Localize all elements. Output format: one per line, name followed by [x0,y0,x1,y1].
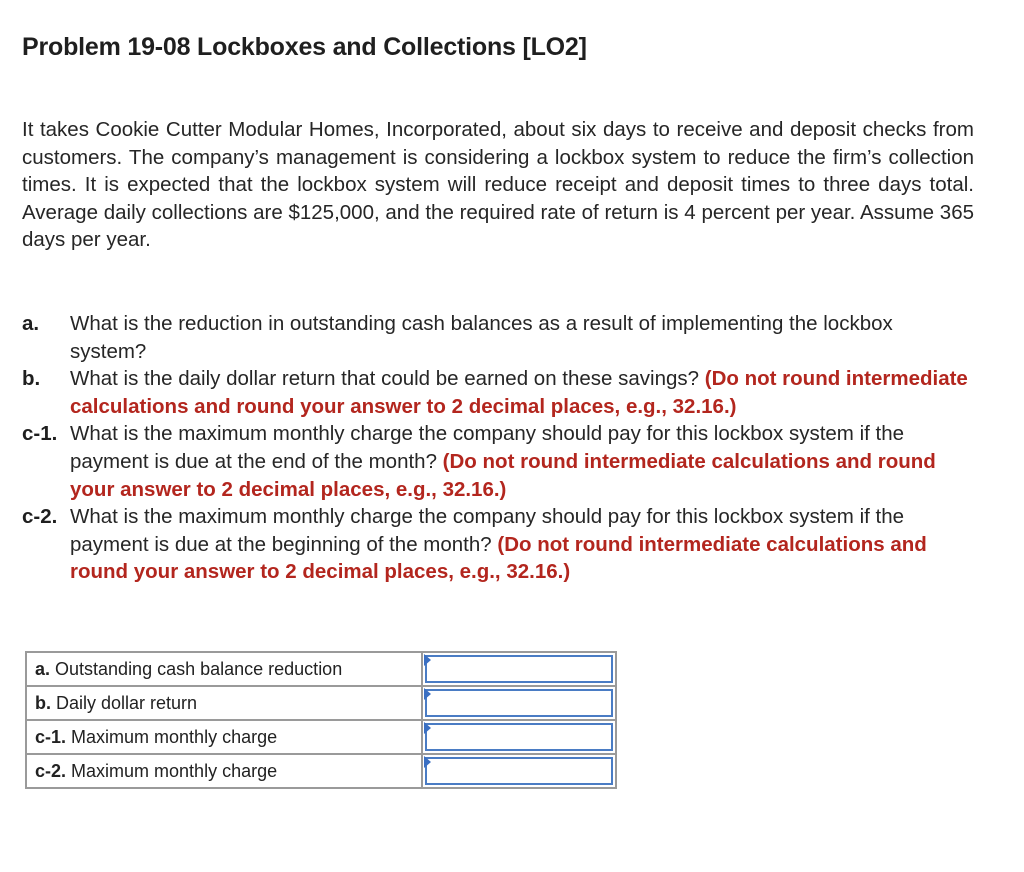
answer-cell [422,686,616,720]
question-text: What is the maximum monthly charge the company should pay for this lockbox system if the payment is due at the beginning of the month? [70,505,905,556]
answer-label-prefix: a. [35,658,51,679]
answer-input-box [425,689,613,717]
daily-dollar-return-input[interactable] [427,691,611,715]
answer-label [26,652,422,686]
answer-row-a [26,652,616,686]
flag-icon [424,756,431,768]
answer-table [25,651,617,789]
flag-icon [424,654,431,666]
rounding-instruction: (Do not round intermediate calculations and round your answer to 2 decimal places, e.g., 32.16.) [70,367,968,418]
question-list [22,310,974,586]
answer-row-c2 [26,754,616,788]
max-monthly-charge-beginning-input[interactable] [427,759,611,783]
question-c1 [22,420,974,503]
answer-label-text: Daily dollar return [51,692,198,713]
answer-cell [422,754,616,788]
question-c2 [22,503,974,586]
answer-label-text: Maximum monthly charge [66,726,278,747]
question-label: a. [22,312,40,335]
answer-input-box [425,723,613,751]
answer-label-text: Maximum monthly charge [66,760,278,781]
rounding-instruction: (Do not round intermediate calculations and round your answer to 2 decimal places, e.g., 32.16.) [70,449,936,501]
question-text: What is the daily dollar return that could be earned on these savings? [70,367,705,391]
answer-row-b [26,686,616,720]
answer-input-box [425,757,613,785]
rounding-instruction: (Do not round intermediate calculations and round your answer to 2 decimal places, e.g., 32.16.) [70,532,927,584]
answer-label-prefix: c-1. [35,726,67,747]
answer-label-prefix: c-2. [35,760,67,781]
answer-label [26,686,422,720]
answer-label-prefix: b. [35,692,51,713]
answer-label [26,720,422,754]
answer-cell [422,652,616,686]
question-label: b. [22,367,41,391]
answer-row-c1 [26,720,616,754]
answer-cell [422,720,616,754]
answer-input-box [425,655,613,683]
max-monthly-charge-end-input[interactable] [427,725,611,749]
question-b [22,365,974,420]
outstanding-cash-balance-reduction-input[interactable] [427,657,611,681]
question-text: What is the reduction in outstanding cash balances as a result of implementing the lockbox system? [70,312,893,363]
problem-title: Problem 19-08 Lockboxes and Collections [LO2] [22,33,587,61]
question-text: What is the maximum monthly charge the company should pay for this lockbox system if the payment is due at the end of the month? [70,422,905,473]
question-label: c-2. [22,505,58,529]
flag-icon [424,722,431,734]
problem-intro: It takes Cookie Cutter Modular Homes, Incorporated, about six days to receive and deposit checks from customers. The company’s management is considering a lockbox system to reduce the firm’s collection times. It is expected that the lockbox system will reduce receipt and deposit times to three days total. Average daily collections are $125,000, and the required rate of return is 4 percent per year. Assume 365 days per year. [22,118,974,252]
question-a [22,310,974,365]
answer-label-text: Outstanding cash balance reduction [50,658,343,679]
flag-icon [424,688,431,700]
question-label: c-1. [22,422,58,446]
answer-label [26,754,422,788]
